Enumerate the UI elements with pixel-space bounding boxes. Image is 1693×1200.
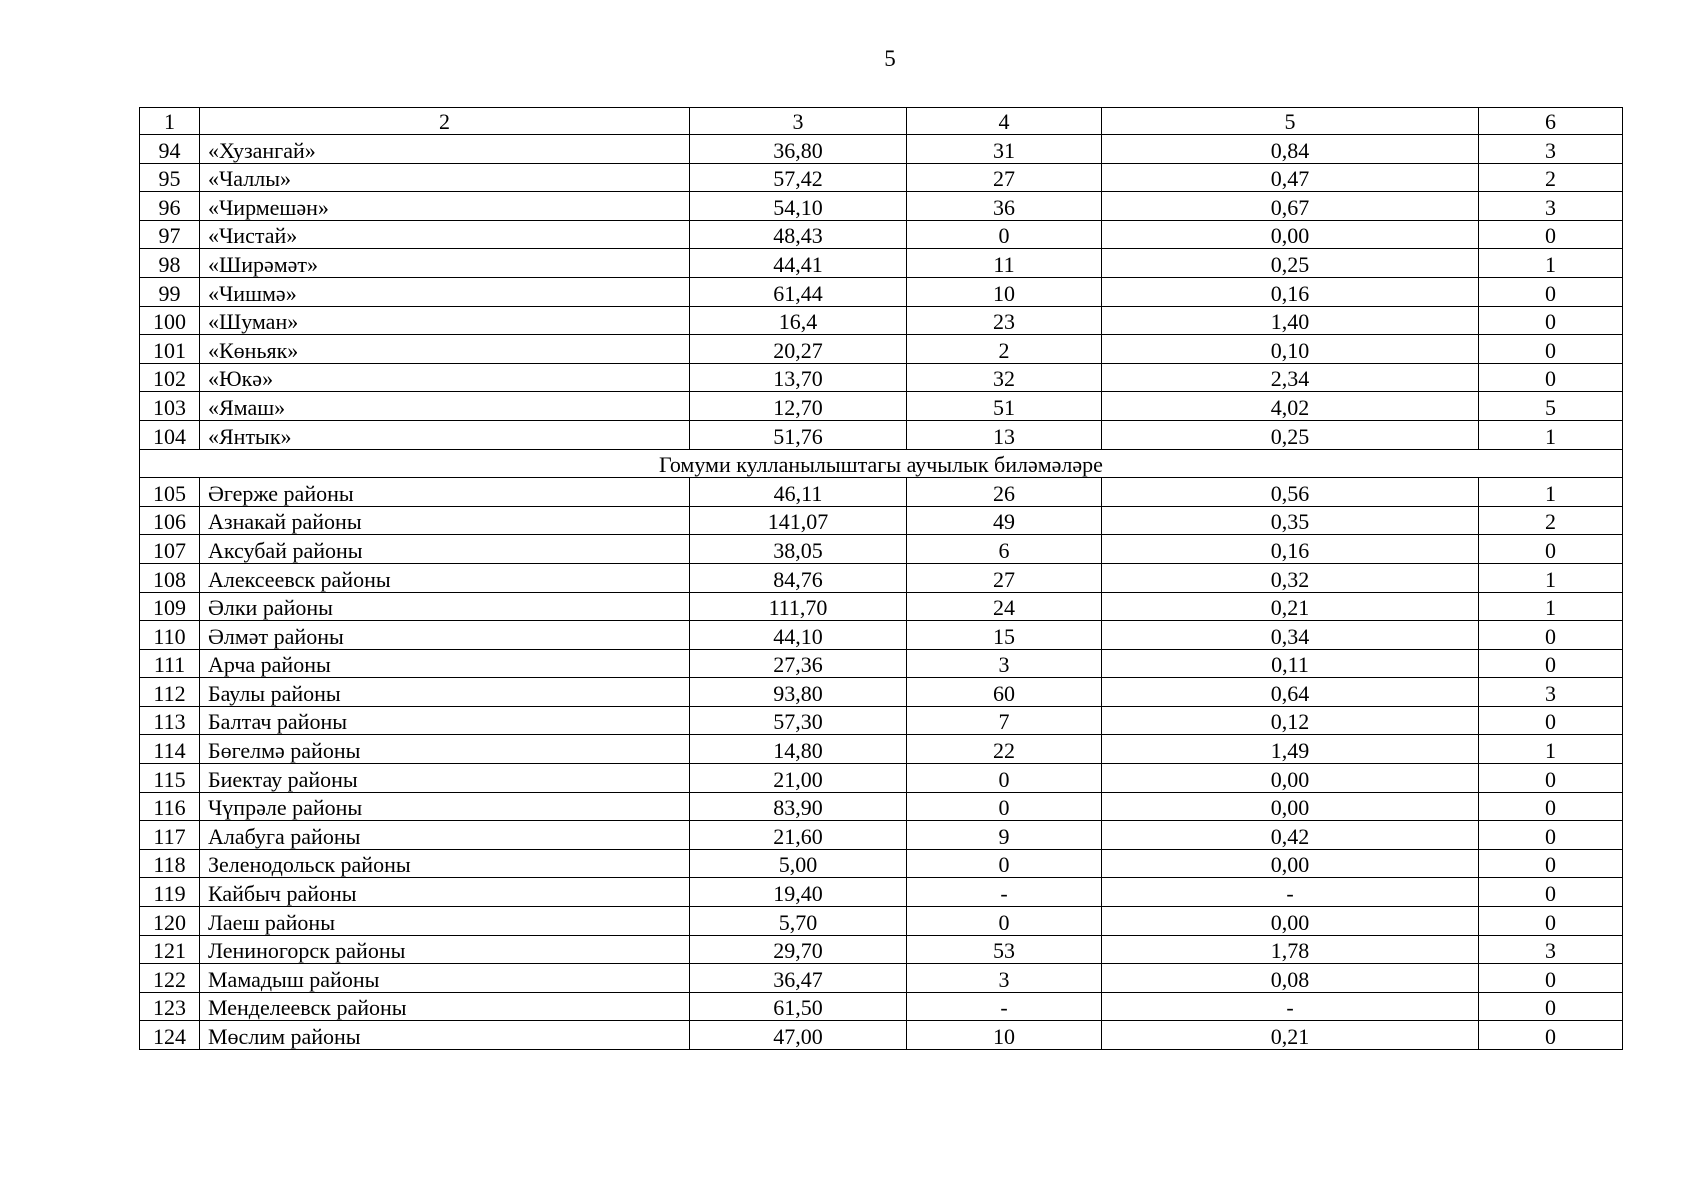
col5-cell: 0,12: [1102, 706, 1479, 735]
col4-cell: 3: [907, 649, 1102, 678]
name-cell: Арча районы: [200, 649, 690, 678]
row-number-cell: 119: [140, 878, 200, 907]
col6-cell: 3: [1479, 192, 1623, 221]
table-row: [140, 735, 1623, 764]
name-cell: Алексеевск районы: [200, 563, 690, 592]
col4-cell: 24: [907, 592, 1102, 621]
col3-cell: 61,50: [690, 992, 907, 1021]
col6-cell: 3: [1479, 678, 1623, 707]
row-number-cell: 103: [140, 392, 200, 421]
section-header-row: [140, 449, 1623, 478]
col6-cell: 0: [1479, 535, 1623, 564]
table-row: [140, 935, 1623, 964]
section-title: Гомуми кулланылыштагы аучылык биләмәләре: [140, 449, 1623, 478]
col5-cell: 4,02: [1102, 392, 1479, 421]
table-row: [140, 1021, 1623, 1050]
col6-cell: 0: [1479, 1021, 1623, 1050]
col5-cell: 0,42: [1102, 821, 1479, 850]
header-cell: 4: [907, 108, 1102, 135]
row-number-cell: 121: [140, 935, 200, 964]
col6-cell: 0: [1479, 621, 1623, 650]
col3-cell: 57,30: [690, 706, 907, 735]
name-cell: «Хузангай»: [200, 135, 690, 164]
name-cell: Әгерже районы: [200, 478, 690, 507]
col4-cell: 27: [907, 163, 1102, 192]
page-number: 5: [884, 46, 896, 71]
col3-cell: 12,70: [690, 392, 907, 421]
col6-cell: 2: [1479, 506, 1623, 535]
col5-cell: 0,56: [1102, 478, 1479, 507]
col3-cell: 57,42: [690, 163, 907, 192]
table-row: [140, 220, 1623, 249]
row-number-cell: 105: [140, 478, 200, 507]
header-cell: 2: [200, 108, 690, 135]
col3-cell: 111,70: [690, 592, 907, 621]
col3-cell: 38,05: [690, 535, 907, 564]
table-row: [140, 878, 1623, 907]
table-row: [140, 621, 1623, 650]
col6-cell: 1: [1479, 563, 1623, 592]
col6-cell: 0: [1479, 907, 1623, 936]
col3-cell: 44,41: [690, 249, 907, 278]
name-cell: «Чистай»: [200, 220, 690, 249]
name-cell: Баулы районы: [200, 678, 690, 707]
col4-cell: 26: [907, 478, 1102, 507]
col5-cell: 0,00: [1102, 907, 1479, 936]
col5-cell: 0,00: [1102, 764, 1479, 793]
row-number-cell: 107: [140, 535, 200, 564]
col6-cell: 0: [1479, 335, 1623, 364]
row-number-cell: 122: [140, 964, 200, 993]
table-header-row: [140, 108, 1623, 135]
data-table: [139, 107, 1623, 1050]
name-cell: «Чирмешән»: [200, 192, 690, 221]
col4-cell: 10: [907, 1021, 1102, 1050]
row-number-cell: 106: [140, 506, 200, 535]
row-number-cell: 98: [140, 249, 200, 278]
row-number-cell: 112: [140, 678, 200, 707]
name-cell: «Шуман»: [200, 306, 690, 335]
name-cell: «Ширәмәт»: [200, 249, 690, 278]
table-row: [140, 678, 1623, 707]
col6-cell: 2: [1479, 163, 1623, 192]
col6-cell: 0: [1479, 878, 1623, 907]
col3-cell: 36,80: [690, 135, 907, 164]
col5-cell: 0,67: [1102, 192, 1479, 221]
row-number-cell: 94: [140, 135, 200, 164]
table-row: [140, 135, 1623, 164]
row-number-cell: 102: [140, 363, 200, 392]
name-cell: «Ямаш»: [200, 392, 690, 421]
col4-cell: 0: [907, 849, 1102, 878]
col6-cell: 3: [1479, 935, 1623, 964]
col4-cell: 49: [907, 506, 1102, 535]
col3-cell: 61,44: [690, 277, 907, 306]
col5-cell: 0,08: [1102, 964, 1479, 993]
table-row: [140, 335, 1623, 364]
row-number-cell: 113: [140, 706, 200, 735]
col3-cell: 48,43: [690, 220, 907, 249]
col3-cell: 36,47: [690, 964, 907, 993]
name-cell: «Чишмә»: [200, 277, 690, 306]
col3-cell: 84,76: [690, 563, 907, 592]
name-cell: Лениногорск районы: [200, 935, 690, 964]
row-number-cell: 104: [140, 420, 200, 449]
table-row: [140, 478, 1623, 507]
col3-cell: 14,80: [690, 735, 907, 764]
name-cell: Кайбыч районы: [200, 878, 690, 907]
name-cell: «Чаллы»: [200, 163, 690, 192]
col3-cell: 46,11: [690, 478, 907, 507]
name-cell: Лаеш районы: [200, 907, 690, 936]
col3-cell: 20,27: [690, 335, 907, 364]
col3-cell: 16,4: [690, 306, 907, 335]
row-number-cell: 115: [140, 764, 200, 793]
table-row: [140, 849, 1623, 878]
col5-cell: 0,25: [1102, 420, 1479, 449]
col5-cell: 0,16: [1102, 535, 1479, 564]
col3-cell: 44,10: [690, 621, 907, 650]
row-number-cell: 116: [140, 792, 200, 821]
col5-cell: 0,00: [1102, 220, 1479, 249]
table-row: [140, 506, 1623, 535]
name-cell: «Янтык»: [200, 420, 690, 449]
col4-cell: -: [907, 992, 1102, 1021]
table-row: [140, 764, 1623, 793]
col5-cell: 1,49: [1102, 735, 1479, 764]
row-number-cell: 109: [140, 592, 200, 621]
col3-cell: 13,70: [690, 363, 907, 392]
col5-cell: 0,21: [1102, 1021, 1479, 1050]
col3-cell: 54,10: [690, 192, 907, 221]
col6-cell: 0: [1479, 220, 1623, 249]
name-cell: Алабуга районы: [200, 821, 690, 850]
table-row: [140, 792, 1623, 821]
col4-cell: 9: [907, 821, 1102, 850]
col4-cell: 22: [907, 735, 1102, 764]
col6-cell: 0: [1479, 764, 1623, 793]
table-row: [140, 821, 1623, 850]
col6-cell: 0: [1479, 849, 1623, 878]
col3-cell: 21,00: [690, 764, 907, 793]
table-row: [140, 649, 1623, 678]
col6-cell: 1: [1479, 420, 1623, 449]
col5-cell: 1,40: [1102, 306, 1479, 335]
header-cell: 6: [1479, 108, 1623, 135]
name-cell: «Көньяк»: [200, 335, 690, 364]
row-number-cell: 118: [140, 849, 200, 878]
col5-cell: 0,34: [1102, 621, 1479, 650]
col4-cell: 3: [907, 964, 1102, 993]
col5-cell: 0,21: [1102, 592, 1479, 621]
header-cell: 3: [690, 108, 907, 135]
col5-cell: 0,32: [1102, 563, 1479, 592]
col5-cell: 0,16: [1102, 277, 1479, 306]
col5-cell: 2,34: [1102, 363, 1479, 392]
col4-cell: 31: [907, 135, 1102, 164]
name-cell: «Юкә»: [200, 363, 690, 392]
table-body: [140, 108, 1623, 1050]
col5-cell: -: [1102, 878, 1479, 907]
name-cell: Менделеевск районы: [200, 992, 690, 1021]
table-row: [140, 535, 1623, 564]
row-number-cell: 120: [140, 907, 200, 936]
row-number-cell: 108: [140, 563, 200, 592]
col4-cell: 6: [907, 535, 1102, 564]
row-number-cell: 100: [140, 306, 200, 335]
table-row: [140, 592, 1623, 621]
col5-cell: 0,84: [1102, 135, 1479, 164]
col6-cell: 1: [1479, 478, 1623, 507]
col4-cell: 60: [907, 678, 1102, 707]
col4-cell: 11: [907, 249, 1102, 278]
table-row: [140, 277, 1623, 306]
col5-cell: 0,64: [1102, 678, 1479, 707]
col6-cell: 0: [1479, 792, 1623, 821]
col4-cell: 36: [907, 192, 1102, 221]
name-cell: Әлки районы: [200, 592, 690, 621]
col6-cell: 0: [1479, 964, 1623, 993]
col5-cell: 0,10: [1102, 335, 1479, 364]
row-number-cell: 97: [140, 220, 200, 249]
table-row: [140, 192, 1623, 221]
col3-cell: 47,00: [690, 1021, 907, 1050]
name-cell: Чүпрәле районы: [200, 792, 690, 821]
col3-cell: 5,00: [690, 849, 907, 878]
header-cell: 5: [1102, 108, 1479, 135]
col4-cell: 2: [907, 335, 1102, 364]
col6-cell: 5: [1479, 392, 1623, 421]
row-number-cell: 111: [140, 649, 200, 678]
col3-cell: 21,60: [690, 821, 907, 850]
table-row: [140, 306, 1623, 335]
col4-cell: 0: [907, 764, 1102, 793]
row-number-cell: 123: [140, 992, 200, 1021]
row-number-cell: 124: [140, 1021, 200, 1050]
col5-cell: 0,11: [1102, 649, 1479, 678]
table-row: [140, 163, 1623, 192]
col6-cell: 0: [1479, 306, 1623, 335]
col4-cell: 0: [907, 220, 1102, 249]
col5-cell: 0,25: [1102, 249, 1479, 278]
col4-cell: 23: [907, 306, 1102, 335]
col6-cell: 0: [1479, 277, 1623, 306]
col3-cell: 141,07: [690, 506, 907, 535]
col4-cell: 13: [907, 420, 1102, 449]
table-row: [140, 249, 1623, 278]
col4-cell: 7: [907, 706, 1102, 735]
col6-cell: 1: [1479, 249, 1623, 278]
col4-cell: 15: [907, 621, 1102, 650]
name-cell: Балтач районы: [200, 706, 690, 735]
col4-cell: 0: [907, 907, 1102, 936]
table-row: [140, 363, 1623, 392]
table-row: [140, 392, 1623, 421]
table-row: [140, 420, 1623, 449]
col3-cell: 29,70: [690, 935, 907, 964]
col4-cell: 32: [907, 363, 1102, 392]
col5-cell: 0,00: [1102, 849, 1479, 878]
col6-cell: 0: [1479, 363, 1623, 392]
col4-cell: 53: [907, 935, 1102, 964]
col6-cell: 1: [1479, 592, 1623, 621]
table-row: [140, 964, 1623, 993]
name-cell: Аксубай районы: [200, 535, 690, 564]
table-row: [140, 907, 1623, 936]
col3-cell: 19,40: [690, 878, 907, 907]
row-number-cell: 96: [140, 192, 200, 221]
row-number-cell: 101: [140, 335, 200, 364]
col5-cell: -: [1102, 992, 1479, 1021]
col4-cell: 10: [907, 277, 1102, 306]
name-cell: Бөгелмә районы: [200, 735, 690, 764]
name-cell: Мамадыш районы: [200, 964, 690, 993]
col4-cell: 27: [907, 563, 1102, 592]
col3-cell: 5,70: [690, 907, 907, 936]
col5-cell: 0,47: [1102, 163, 1479, 192]
col6-cell: 0: [1479, 649, 1623, 678]
col6-cell: 1: [1479, 735, 1623, 764]
table-row: [140, 992, 1623, 1021]
row-number-cell: 110: [140, 621, 200, 650]
row-number-cell: 95: [140, 163, 200, 192]
col6-cell: 0: [1479, 821, 1623, 850]
col6-cell: 0: [1479, 992, 1623, 1021]
col6-cell: 3: [1479, 135, 1623, 164]
name-cell: Әлмәт районы: [200, 621, 690, 650]
col3-cell: 51,76: [690, 420, 907, 449]
col6-cell: 0: [1479, 706, 1623, 735]
col3-cell: 93,80: [690, 678, 907, 707]
table-row: [140, 706, 1623, 735]
col4-cell: 0: [907, 792, 1102, 821]
col5-cell: 1,78: [1102, 935, 1479, 964]
col4-cell: -: [907, 878, 1102, 907]
header-cell: 1: [140, 108, 200, 135]
name-cell: Азнакай районы: [200, 506, 690, 535]
row-number-cell: 99: [140, 277, 200, 306]
col3-cell: 83,90: [690, 792, 907, 821]
col3-cell: 27,36: [690, 649, 907, 678]
name-cell: Биектау районы: [200, 764, 690, 793]
col4-cell: 51: [907, 392, 1102, 421]
col5-cell: 0,00: [1102, 792, 1479, 821]
table-row: [140, 563, 1623, 592]
name-cell: Мөслим районы: [200, 1021, 690, 1050]
col5-cell: 0,35: [1102, 506, 1479, 535]
row-number-cell: 117: [140, 821, 200, 850]
row-number-cell: 114: [140, 735, 200, 764]
name-cell: Зеленодольск районы: [200, 849, 690, 878]
